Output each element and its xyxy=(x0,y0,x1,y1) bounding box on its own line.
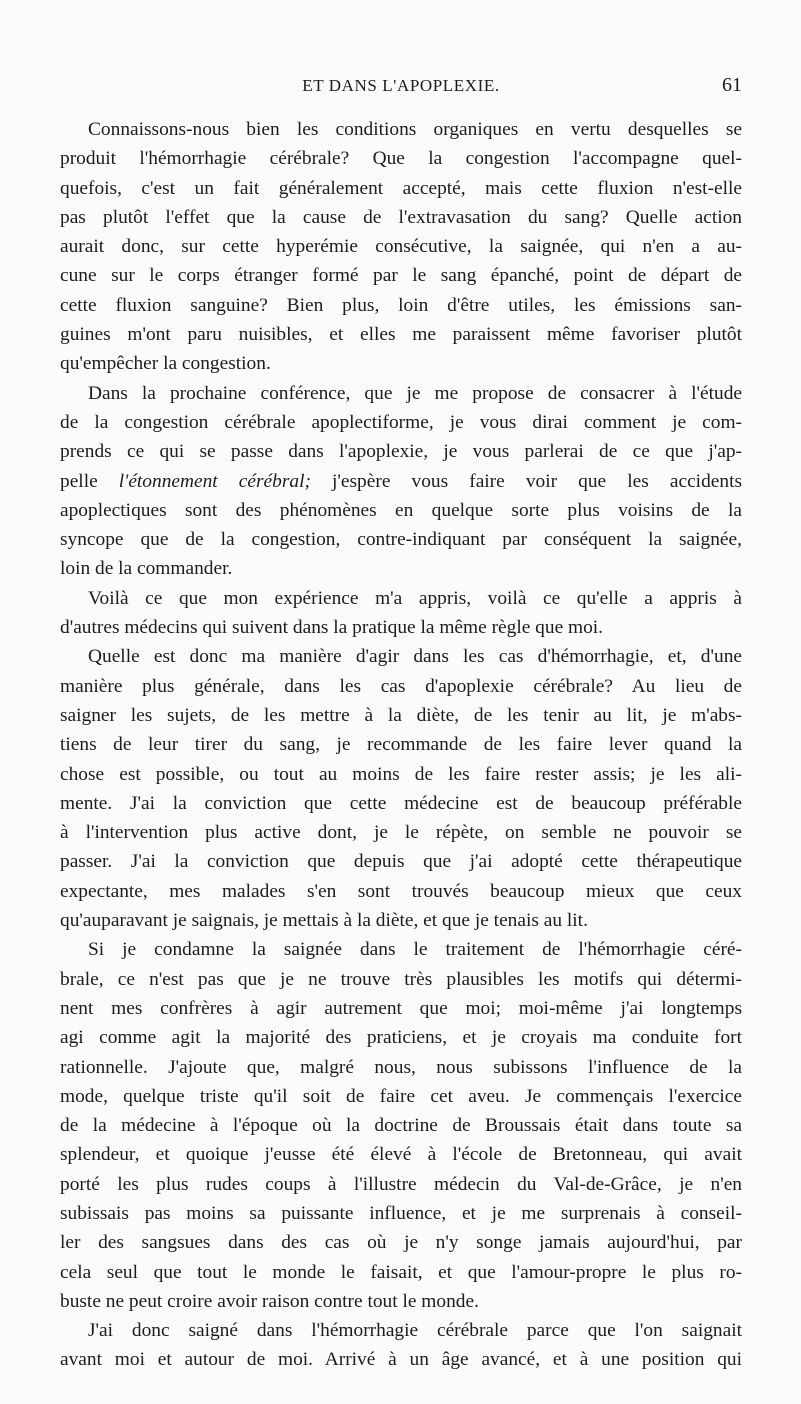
text-line: Si je condamne la saignée dans le traitement de l'hémorrhagie céré- xyxy=(88,939,742,961)
body-text xyxy=(60,115,742,1375)
page-number: 61 xyxy=(722,74,742,96)
text-line: cette fluxion sanguine? Bien plus, loin d'être utiles, les émissions san- xyxy=(60,294,742,316)
text-line: de la congestion cérébrale apoplectiforme, je vous dirai comment je com- xyxy=(60,411,742,433)
text-line: chose est possible, ou tout au moins de les faire rester assis; je les ali- xyxy=(60,763,742,785)
text-line: passer. J'ai la conviction que depuis que j'ai adopté cette thérapeutique xyxy=(60,851,742,873)
text-line: d'autres médecins qui suivent dans la pratique la même règle que moi. xyxy=(60,617,604,639)
page-header xyxy=(60,76,742,106)
text-line: Voilà ce que mon expérience m'a appris, voilà ce qu'elle a appris à xyxy=(88,587,742,609)
text-line: nent mes confrères à agir autrement que moi; moi-même j'ai longtemps xyxy=(60,997,742,1019)
text-line: prends ce qui se passe dans l'apoplexie, je vous parlerai de ce que j'ap- xyxy=(60,441,742,463)
text-line: splendeur, et quoique j'eusse été élevé à l'école de Bretonneau, qui avait xyxy=(60,1144,742,1166)
text-line: Connaissons-nous bien les conditions organiques en vertu desquelles se xyxy=(88,119,742,140)
text-line: agi comme agit la majorité des praticiens, et je croyais ma conduite fort xyxy=(60,1027,742,1049)
text-line: avant moi et autour de moi. Arrivé à un âge avancé, et à une position qui xyxy=(60,1349,742,1371)
text-segment: pelle xyxy=(60,470,119,492)
text-line: rationnelle. J'ajoute que, malgré nous, nous subissons l'influence de la xyxy=(60,1056,742,1078)
running-head: ET DANS L'APOPLEXIE. xyxy=(302,76,500,95)
text-line: qu'empêcher la congestion. xyxy=(60,353,271,375)
text-line: manière plus générale, dans les cas d'apoplexie cérébrale? Au lieu de xyxy=(60,675,742,697)
text-line: guines m'ont paru nuisibles, et elles me paraissent même favoriser plutôt xyxy=(60,324,742,346)
text-line: mode, quelque triste qu'il soit de faire cet aveu. Je commençais l'exercice xyxy=(60,1085,742,1107)
text-line: produit l'hémorrhagie cérébrale? Que la congestion l'accompagne quel- xyxy=(60,148,742,170)
text-line: ler des sangsues dans des cas où je n'y songe jamais aujourd'hui, par xyxy=(60,1232,742,1254)
text-line xyxy=(60,467,742,496)
text-line: cela seul que tout le monde le faisait, et que l'amour-propre le plus ro- xyxy=(60,1261,742,1283)
text-line: qu'auparavant je saignais, je mettais à la diète, et que je tenais au lit. xyxy=(60,910,588,932)
text-line: quefois, c'est un fait généralement accepté, mais cette fluxion n'est-elle xyxy=(60,177,742,199)
text-line: syncope que de la congestion, contre-indiquant par conséquent la saignée, xyxy=(60,529,742,551)
text-line: à l'intervention plus active dont, je le répète, on semble ne pouvoir se xyxy=(60,822,742,844)
text-line: mente. J'ai la conviction que cette médecine est de beaucoup préférable xyxy=(60,792,742,814)
text-line: cune sur le corps étranger formé par le sang épanché, point de départ de xyxy=(60,265,742,287)
text-line: porté les plus rudes coups à l'illustre médecin du Val-de-Grâce, je n'en xyxy=(60,1173,742,1195)
text-line: tiens de leur tirer du sang, je recommande de les faire lever quand la xyxy=(60,734,742,756)
text-line: Quelle est donc ma manière d'agir dans les cas d'hémorrhagie, et, d'une xyxy=(88,646,742,668)
italic-term: l'étonnement cérébral; xyxy=(118,470,311,492)
text-line: Dans la prochaine conférence, que je me propose de consacrer à l'étude xyxy=(88,382,742,404)
text-line: J'ai donc saigné dans l'hémorrhagie cérébrale parce que l'on saignait xyxy=(88,1320,742,1342)
text-line: buste ne peut croire avoir raison contre tout le monde. xyxy=(60,1290,479,1312)
text-line: expectante, mes malades s'en sont trouvés beaucoup mieux que ceux xyxy=(60,880,742,902)
text-line: apoplectiques sont des phénomènes en quelque sorte plus voisins de la xyxy=(60,499,742,521)
text-line: de la médecine à l'époque où la doctrine de Broussais était dans toute sa xyxy=(60,1115,742,1137)
text-line: aurait donc, sur cette hyperémie consécutive, la saignée, qui n'en a au- xyxy=(60,236,742,258)
text-line: pas plutôt l'effet que la cause de l'extravasation du sang? Quelle action xyxy=(60,206,742,228)
text-line: brale, ce n'est pas que je ne trouve très plausibles les motifs qui détermi- xyxy=(60,968,742,990)
text-segment: j'espère vous faire voir que les accidents xyxy=(310,470,743,492)
text-line: subissais pas moins sa puissante influence, et je me surprenais à conseil- xyxy=(60,1202,742,1224)
text-line: loin de la commander. xyxy=(60,558,233,580)
text-line: saigner les sujets, de les mettre à la diète, de les tenir au lit, je m'abs- xyxy=(60,704,742,726)
